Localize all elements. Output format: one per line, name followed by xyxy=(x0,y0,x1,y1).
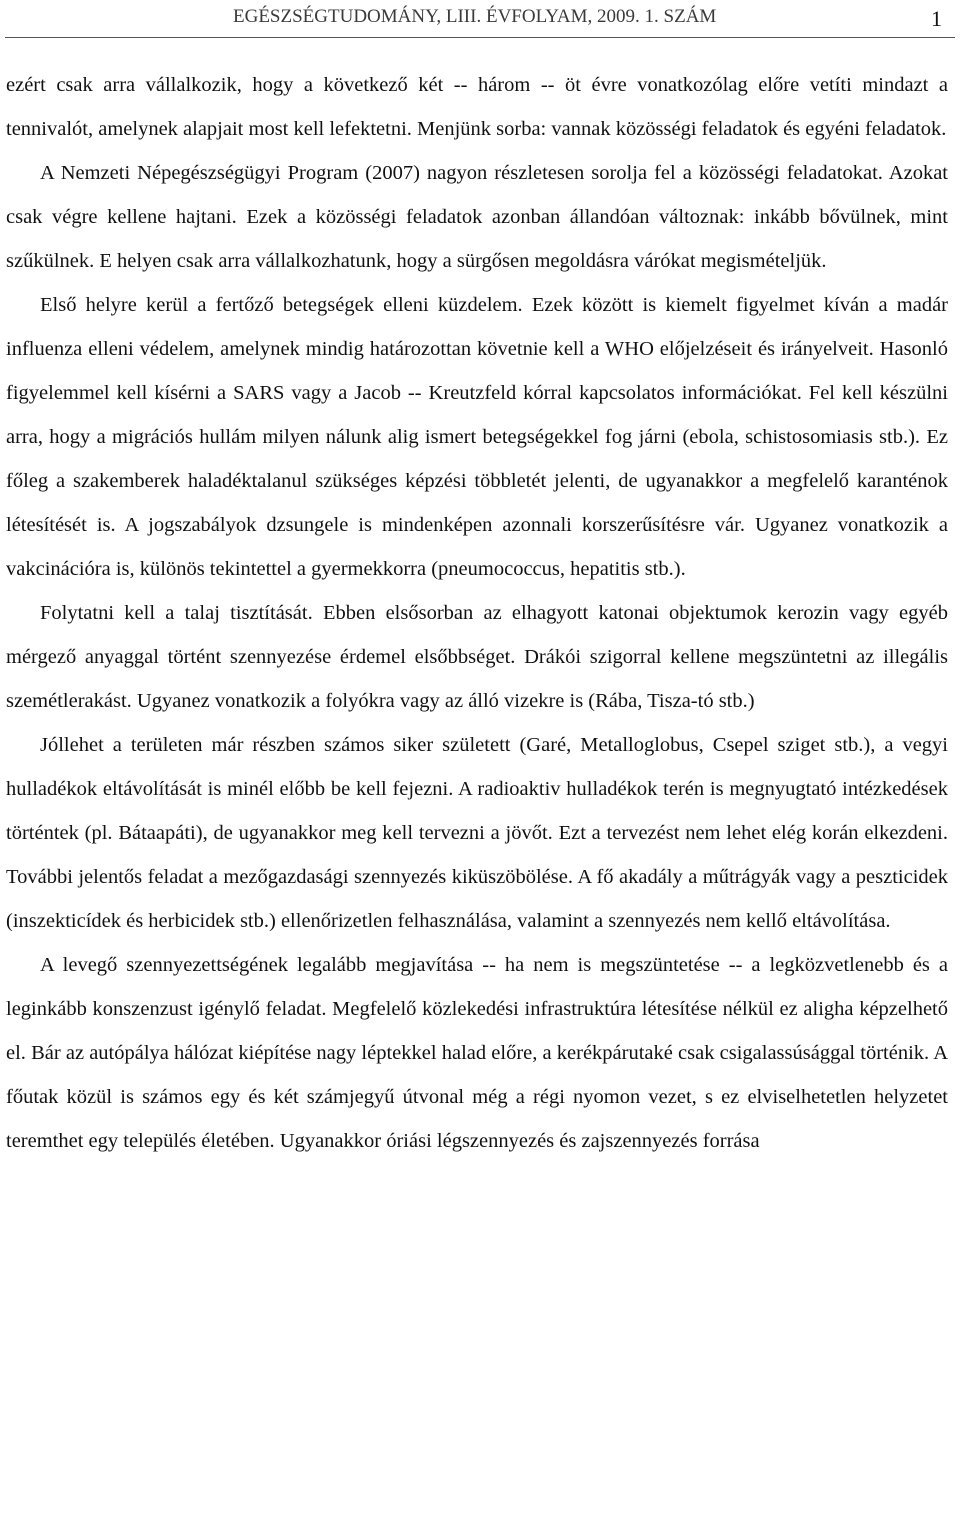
page-number: 1 xyxy=(931,6,942,31)
body-text xyxy=(6,63,948,1163)
page-header xyxy=(0,0,960,40)
paragraph: A levegő szennyezettségének legalább megjavítása -- ha nem is megszüntetése -- a legközvetlenebb és a leginkább konszenzust igénylő feladat. Megfelelő közlekedési infrastruktúra létesítése nélkül ez aligha képzelhető el. Bár az autópálya hálózat kiépítése nagy léptekkel halad előre, a kerékpárutaké csak csigalassúsággal történik. A főutak közül is számos egy és két számjegyű útvonal még a régi nyomon vezet, s ez elviselhetetlen helyzetet teremthet egy település életében. Ugyanakkor óriási légszennyezés és zajszennyezés forrása xyxy=(6,954,948,1152)
paragraph: Jóllehet a területen már részben számos siker született (Garé, Metalloglobus, Csepel sziget stb.), a vegyi hulladékok eltávolítását is minél előbb be kell fejezni. A radioaktiv hulladékok terén is megnyugtató intézkedések történtek (pl. Bátaapáti), de ugyanakkor meg kell tervezni a jövőt. Ezt a tervezést nem lehet elég korán elkezdeni. További jelentős feladat a mezőgazdasági szennyezés kiküszöbölése. A fő akadály a műtrágyák vagy a peszticidek (inszekticídek és herbicidek stb.) ellenőrizetlen felhasználása, valamint a szennyezés nem kellő eltávolítása. xyxy=(6,734,948,932)
paragraph: A Nemzeti Népegészségügyi Program (2007) nagyon részletesen sorolja fel a közösségi feladatokat. Azokat csak végre kellene hajtani. Ezek a közösségi feladatok azonban állandóan változnak: inkább bővülnek, mint szűkülnek. E helyen csak arra vállalkozhatunk, hogy a sürgősen megoldásra várókat megismételjük. xyxy=(6,162,948,272)
running-head: EGÉSZSÉGTUDOMÁNY, LIII. ÉVFOLYAM, 2009. 1. SZÁM xyxy=(233,6,717,27)
paragraph: Első helyre kerül a fertőző betegségek elleni küzdelem. Ezek között is kiemelt figyelmet kíván a madár influenza elleni védelem, amelynek mindig határozottan követnie kell a WHO előjelzéseit és irányelveit. Hasonló figyelemmel kell kísérni a SARS vagy a Jacob -- Kreutzfeld kórral kapcsolatos információkat. Fel kell készülni arra, hogy a migrációs hullám milyen nálunk alig ismert betegségekkel fog járni (ebola, schistosomiasis stb.). Ez főleg a szakemberek haladéktalanul szükséges képzési többletét jelenti, de ugyanakkor a megfelelő karanténok létesítését is. A jogszabályok dzsungele is mindenképen azonnali korszerűsítésre vár. Ugyanez vonatkozik a vakcinációra is, különös tekintettel a gyermekkorra (pneumococcus, hepatitis stb.). xyxy=(6,294,948,580)
paragraph: Folytatni kell a talaj tisztítását. Ebben elsősorban az elhagyott katonai objektumok kerozin vagy egyéb mérgező anyaggal történt szennyezése érdemel elsőbbséget. Drákói szigorral kellene megszüntetni az illegális szemétlerakást. Ugyanez vonatkozik a folyókra vagy az álló vizekre is (Rába, Tisza-tó stb.) xyxy=(6,602,948,712)
paragraph: ezért csak arra vállalkozik, hogy a következő két -- három -- öt évre vonatkozólag előre vetíti mindazt a tennivalót, amelynek alapjait most kell lefektetni. Menjünk sorba: vannak közösségi feladatok és egyéni feladatok. xyxy=(6,74,948,140)
header-rule xyxy=(5,37,955,38)
